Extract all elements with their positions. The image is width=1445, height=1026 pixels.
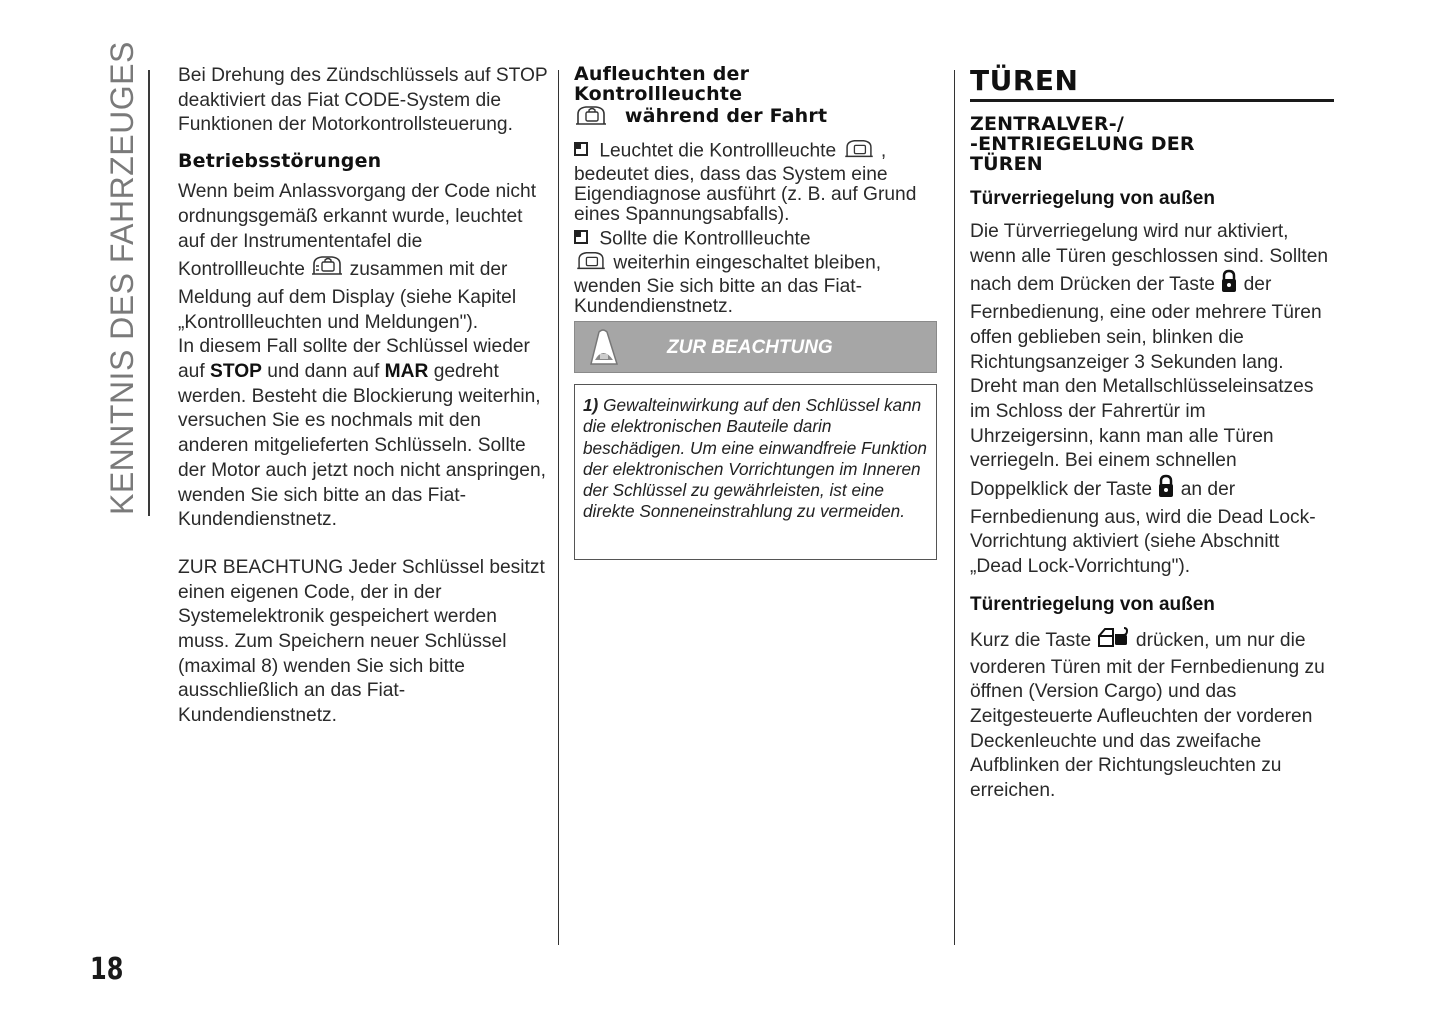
paragraph-note-keys: ZUR BEACHTUNG Jeder Schlüssel besitzt einen eigenen Code, der in der Systemelektronik gespeichert werden muss. Zum Speichern neuer Schlüssel (maximal 8) wenden Sie sich bitte ausschließlich an das Fiat-Kundendienstnetz. <box>178 556 545 727</box>
text-segment: weiterhin eingeschaltet bleiben, wenden Sie sich bitte an das Fiat-Kundendienstnetz. <box>574 252 882 317</box>
column-3 <box>970 64 1334 804</box>
text-segment: Wenn beim Anlassvorgang der Code nicht ordnungsgemäß erkannt wurde, leuchtet auf der Instrumententafel die Kontrollleuchte <box>178 181 537 281</box>
bullet-paragraph-1 <box>574 138 938 225</box>
lock-icon <box>1157 474 1175 506</box>
warning-banner <box>574 321 937 373</box>
warning-text <box>583 395 928 523</box>
heading-line: Aufleuchten der <box>574 63 750 85</box>
heading-line: während der Fahrt <box>624 105 828 127</box>
text-segment: und dann auf <box>267 361 380 383</box>
column-divider-1 <box>558 70 559 945</box>
immobilizer-warning-icon <box>842 138 876 165</box>
immobilizer-warning-icon <box>310 254 344 286</box>
text-segment: Sollte die Kontrollleuchte <box>599 228 811 250</box>
heading-aufleuchten <box>574 64 938 132</box>
subheading-central-locking <box>970 114 1334 174</box>
heading-unlock-outside: Türentriegelung von außen <box>970 593 1215 615</box>
bullet-paragraph-2 <box>574 229 938 317</box>
immobilizer-warning-icon <box>574 104 608 132</box>
bullet-square-icon <box>574 141 594 162</box>
column-1 <box>178 64 548 729</box>
page-number: 18 <box>90 952 124 987</box>
keyword-mar: MAR <box>384 361 429 383</box>
warning-box <box>574 384 937 560</box>
text-segment: der Fernbedienung, eine oder mehrere Türen offen geblieben sein, blinken die Richtungsanzeiger 3 Sekunden lang. Dreht man den Metallschlüsseleinsatzes im Schloss der Fahrertür im Uhrzeigersinn, kann man alle Türen verriegeln. Bei einem schnellen Doppelklick der Taste <box>970 274 1322 500</box>
heading-line: -ENTRIEGELUNG DER <box>970 133 1195 155</box>
text-segment: , <box>880 140 887 162</box>
warning-label: ZUR BEACHTUNG <box>667 337 833 358</box>
sidebar-divider <box>148 70 150 516</box>
paragraph-fiat-code: Bei Drehung des Zündschlüssels auf STOP deaktiviert das Fiat CODE-System die Funktionen der Motorkontrollsteuerung. <box>178 65 548 136</box>
text-segment: Gewalteinwirkung auf den Schlüssel kann die elektronischen Bauteile darin beschädigen. Um eine einwandfreie Funktion der elektronischen Vorrichtungen im Inneren der Schlüssel zu gewährleisten, ist eine direkte Sonneneinstrahlung zu vermeiden. <box>583 395 927 522</box>
column-2 <box>574 64 938 317</box>
heading-tueren: TÜREN <box>970 64 1334 102</box>
warning-triangle-icon <box>583 328 623 373</box>
text-segment: bedeutet dies, dass das System eine Eigendiagnose ausführt (z. B. auf Grund eines Spannungsabfalls). <box>574 164 917 225</box>
text-segment: zusammen mit der Meldung auf dem Display (siehe Kapitel „Kontrollleuchten und Meldungen"). <box>178 259 517 333</box>
paragraph-unlock-outside <box>970 626 1334 804</box>
paragraph-lock-outside <box>970 220 1334 580</box>
warning-number: 1) <box>583 395 599 415</box>
bullet-square-icon <box>574 229 594 250</box>
text-segment: Die Türverriegelung wird nur aktiviert, wenn alle Türen geschlossen sind. Sollten nach dem Drücken der Taste <box>970 221 1329 296</box>
heading-line: TÜREN <box>970 153 1043 175</box>
immobilizer-warning-icon <box>574 250 608 277</box>
heading-line: ZENTRALVER-/ <box>970 113 1124 135</box>
text-segment: In diesem Fall sollte der Schlüssel wieder auf <box>178 336 530 383</box>
text-segment: Leuchtet die Kontrollleuchte <box>599 140 837 162</box>
column-divider-2 <box>954 70 955 945</box>
text-segment: an der Fernbedienung aus, wird die Dead Lock-Vorrichtung aktiviert (siehe Abschnitt „Dead Lock-Vorrichtung"). <box>970 478 1316 578</box>
heading-line: Kontrollleuchte <box>574 83 743 105</box>
heading-betriebsstoerungen: Betriebsstörungen <box>178 150 382 173</box>
heading-lock-outside: Türverriegelung von außen <box>970 188 1215 209</box>
section-title-vertical: KENNTNIS DES FAHRZEUGES <box>104 41 140 515</box>
text-segment: drücken, um nur die vorderen Türen mit der Fernbedienung zu öffnen (Version Cargo) und das Zeitgesteuerte Aufleuchten der vorderen Deckenleuchte und das zweifache Aufblinken der Richtungsleuchten zu erreichen. <box>970 629 1325 802</box>
lock-icon <box>1220 269 1238 301</box>
keyword-stop: STOP <box>210 361 262 383</box>
text-segment: Kurz die Taste <box>970 629 1092 651</box>
front-door-unlock-icon <box>1097 626 1131 656</box>
text-segment: gedreht werden. Besteht die Blockierung weiterhin, versuchen Sie es nochmals mit den anderen mitgelieferten Schlüsseln. Sollte der Motor auch jetzt noch nicht anspringen, wenden Sie sich bitte an das Fiat-Kundendienstnetz. <box>178 361 546 531</box>
paragraph-malfunctions <box>178 180 548 533</box>
